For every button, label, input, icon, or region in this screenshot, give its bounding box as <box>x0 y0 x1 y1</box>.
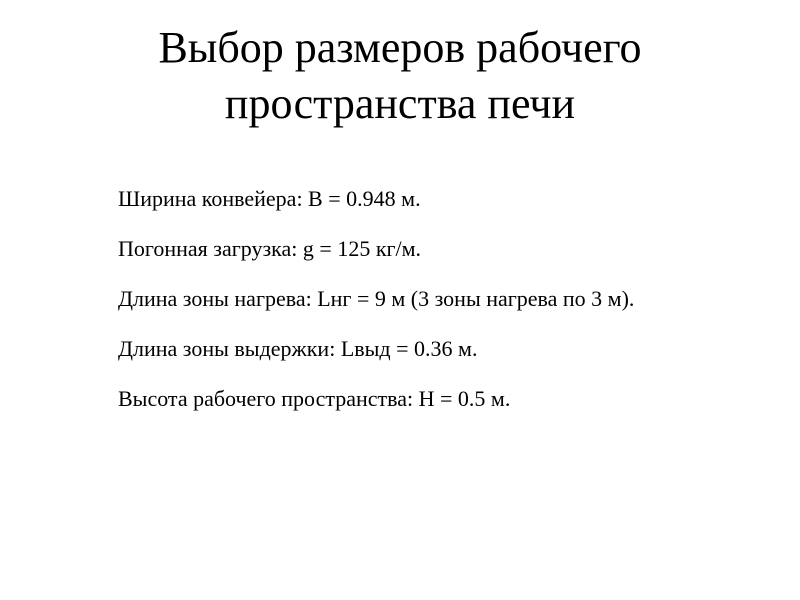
parameter-holding-zone-length: Длина зоны выдержки: Lвыд = 0.36 м. <box>118 336 478 361</box>
parameter-heating-zone-length: Длина зоны нагрева: Lнг = 9 м (3 зоны нагрева по 3 м). <box>118 286 635 311</box>
slide-title-line-2: пространства печи <box>224 79 576 128</box>
slide-title-line-1: Выбор размеров рабочего <box>158 23 642 72</box>
slide-title <box>100 20 700 132</box>
parameter-list <box>118 186 634 436</box>
parameter-conveyor-width: Ширина конвейера: В = 0.948 м. <box>118 186 421 211</box>
parameter-linear-load: Погонная загрузка: g = 125 кг/м. <box>118 236 422 261</box>
parameter-working-space-height: Высота рабочего пространства: Н = 0.5 м. <box>118 386 511 411</box>
